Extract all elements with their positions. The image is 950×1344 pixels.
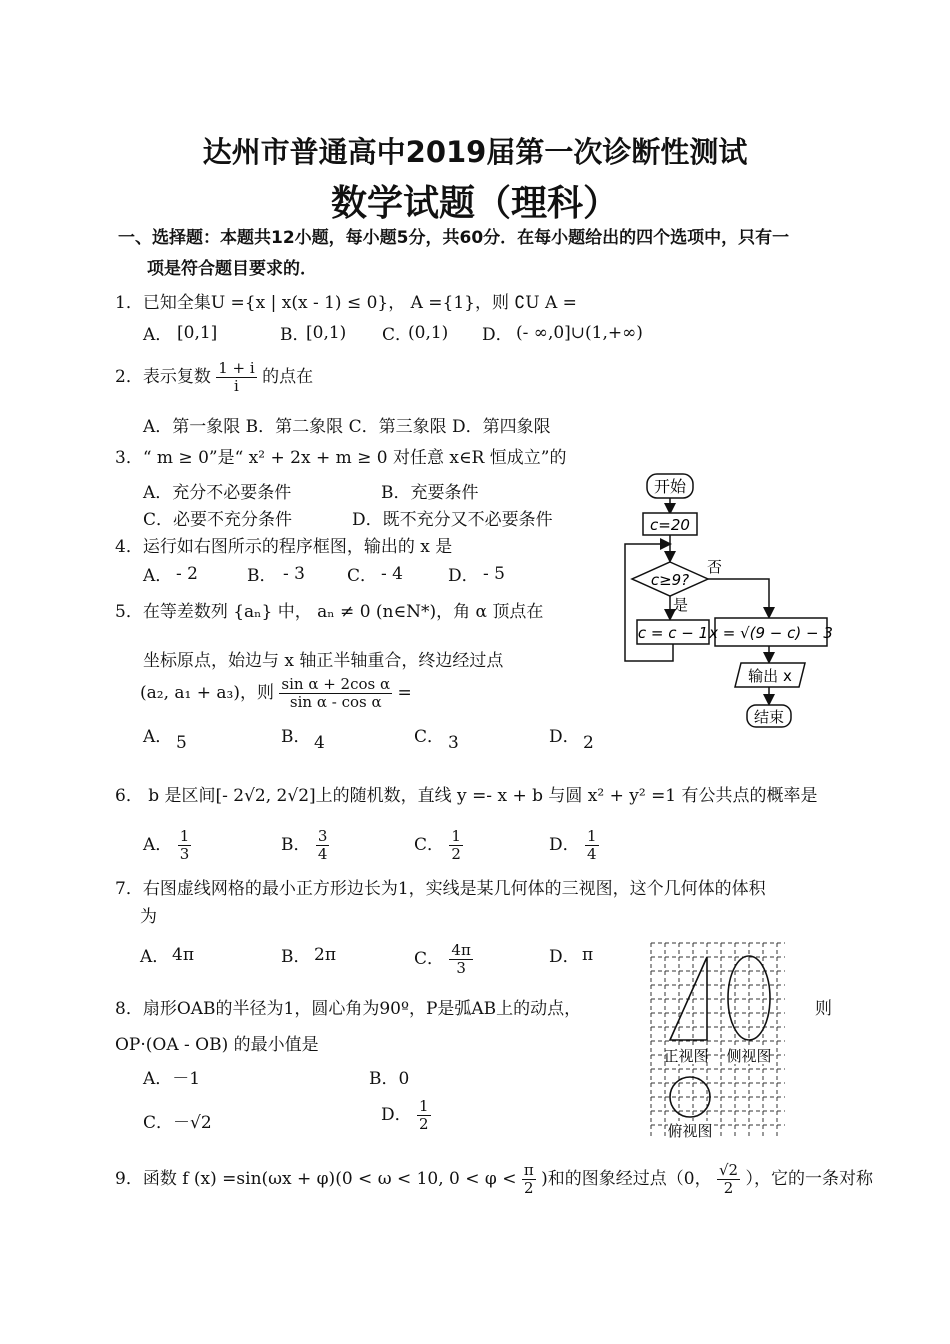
q6-c-fraction <box>449 828 463 863</box>
three-view-diagram <box>648 940 788 1140</box>
q8-line1: 8．扇形OAB的半径为1，圆心角为90º，P是弧AB上的动点， <box>115 999 582 1019</box>
q8-option-b: B．0 <box>369 1069 410 1089</box>
q8-line1-end: 则 <box>815 999 832 1019</box>
q2-options: A．第一象限 B．第二象限 C．第三象限 D．第四象限 <box>143 417 551 437</box>
q7-c-label: C． <box>414 949 445 969</box>
q2-numerator: 1 + i <box>218 359 255 377</box>
q5-c-value: 3 <box>448 733 459 753</box>
q2-prefix: 2．表示复数 <box>115 367 211 387</box>
q6-b-label: B． <box>281 835 311 855</box>
q2-fraction <box>216 360 256 395</box>
q4-a-label: A． <box>143 566 173 586</box>
q5-denominator: sin α - cos α <box>289 693 382 711</box>
q5-line1: 5．在等差数列 {aₙ} 中， aₙ ≠ 0 (n∈N*)，角 α 顶点在 <box>115 602 544 622</box>
q5-numerator: sin α + 2cos α <box>281 675 391 693</box>
q7-a-label: A． <box>140 947 170 967</box>
q3-option-b: B．充要条件 <box>381 483 479 503</box>
q6-d-fraction <box>585 828 599 863</box>
q6-b-fraction <box>316 828 330 863</box>
q8-option-c: C．－√2 <box>143 1113 212 1133</box>
q9-stem <box>115 1162 873 1197</box>
q8-option-d <box>381 1098 431 1133</box>
flowchart <box>615 468 855 730</box>
flow-yes-label: 是 <box>673 596 689 614</box>
q7-d-value: π <box>582 945 594 965</box>
q7-b-label: B． <box>281 947 311 967</box>
q4-stem: 4．运行如右图所示的程序框图，输出的 x 是 <box>115 537 453 557</box>
q9-pt-den: 2 <box>723 1179 734 1197</box>
q6-c-num: 1 <box>451 827 461 845</box>
q4-b-value: - 3 <box>283 564 305 584</box>
q9-point-fraction <box>717 1162 740 1197</box>
q2-denominator: i <box>234 377 239 395</box>
q5-b-value: 4 <box>314 733 325 753</box>
q5-line2: 坐标原点，始边与 x 轴正半轴重合，终边经过点 <box>143 651 504 671</box>
q9-prefix: 9．函数 f (x) =sin(ωx + φ)(0 < ω < 10, 0 < φ < <box>115 1169 517 1189</box>
q5-fraction <box>279 676 392 711</box>
q8-option-a: A．－1 <box>143 1069 201 1089</box>
q6-stem: 6． b 是区间[- 2√2, 2√2]上的随机数，直线 y =- x + b 与圆 x² + y² =1 有公共点的概率是 <box>115 786 818 806</box>
q9-pi-num: π <box>523 1161 534 1179</box>
q7-line2: 为 <box>140 907 157 927</box>
q5-a-label: A． <box>143 727 173 747</box>
q4-d-label: D． <box>448 566 479 586</box>
q7-a-value: 4π <box>172 945 194 965</box>
q6-d-den: 4 <box>587 845 597 863</box>
q6-d-label: D． <box>549 835 580 855</box>
q4-c-label: C． <box>347 566 378 586</box>
top-view-label: 俯视图 <box>667 1122 713 1140</box>
q8-d-num: 1 <box>419 1097 429 1115</box>
flow-end-text: 结束 <box>753 708 785 726</box>
q6-a-den: 3 <box>179 845 190 863</box>
q6-option-d <box>549 828 599 863</box>
q3-stem: 3．“ m ≥ 0”是“ x² + 2x + m ≥ 0 对任意 x∈R 恒成立”的 <box>115 448 567 468</box>
q4-b-label: B． <box>247 566 277 586</box>
q8-d-fraction <box>417 1098 431 1133</box>
side-view-label: 侧视图 <box>726 1047 772 1065</box>
q1-a-label: A． <box>143 325 173 345</box>
flow-step-text: c = c − 1 <box>637 624 709 642</box>
q8-line2: OP·(OA - OB) 的最小值是 <box>115 1035 319 1055</box>
q7-b-value: 2π <box>314 945 336 965</box>
q7-option-c <box>414 942 473 977</box>
q5-a-value: 5 <box>176 733 187 753</box>
q3-option-d: D．既不充分又不必要条件 <box>352 510 553 530</box>
q7-c-den: 3 <box>456 959 466 977</box>
q7-c-fraction <box>449 942 472 977</box>
q1-b-value: [0,1) <box>306 323 347 343</box>
q4-a-value: - 2 <box>176 564 198 584</box>
flow-calc-text: x = √(9 − c) − 3 <box>709 624 833 642</box>
q1-a-value: [0,1] <box>177 323 218 343</box>
section-heading-line2: 项是符合题目要求的． <box>147 259 317 279</box>
q8-d-label: D． <box>381 1105 412 1125</box>
q5-c-label: C． <box>414 727 445 747</box>
exam-title: 达州市普通高中2019届第一次诊断性测试 <box>202 135 748 169</box>
q3-option-c: C．必要不充分条件 <box>143 510 293 530</box>
q6-d-num: 1 <box>587 827 597 845</box>
q1-b-label: B． <box>280 325 310 345</box>
q5-line3 <box>140 676 412 711</box>
q6-b-num: 3 <box>317 827 328 845</box>
q1-d-value: (- ∞,0]∪(1,+∞) <box>516 323 643 343</box>
q6-b-den: 4 <box>317 845 328 863</box>
q1-c-value: (0,1) <box>408 323 449 343</box>
q4-d-value: - 5 <box>483 564 505 584</box>
q6-a-label: A． <box>143 835 173 855</box>
q6-a-num: 1 <box>179 827 190 845</box>
q9-suffix: ），它的一条对称 <box>745 1169 874 1189</box>
q6-c-den: 2 <box>451 845 461 863</box>
q7-line1: 7．右图虚线网格的最小正方形边长为1，实线是某几何体的三视图，这个几何体的体积 <box>115 879 766 899</box>
q5-b-label: B． <box>281 727 311 747</box>
q6-option-b <box>281 828 329 863</box>
front-view-label: 正视图 <box>663 1047 709 1065</box>
q2-suffix: 的点在 <box>262 367 314 387</box>
flow-decision-text: c≥9? <box>650 571 690 589</box>
q5-d-value: 2 <box>583 733 594 753</box>
flow-no-label: 否 <box>707 558 723 576</box>
flow-start-text: 开始 <box>653 477 687 496</box>
q4-c-value: - 4 <box>381 564 403 584</box>
q5-d-label: D． <box>549 727 580 747</box>
q6-c-label: C． <box>414 835 445 855</box>
q8-d-den: 2 <box>419 1115 429 1133</box>
q5-point: (a₂, a₁ + a₃)，则 <box>140 683 274 703</box>
q9-pi-fraction <box>522 1162 536 1197</box>
section-heading-line1: 一、选择题：本题共12小题，每小题5分，共60分．在每小题给出的四个选项中，只有一 <box>118 228 790 248</box>
q2-stem <box>115 360 313 395</box>
q9-pi-den: 2 <box>524 1179 534 1197</box>
q9-mid: )和的图象经过点（0， <box>541 1169 712 1189</box>
flow-output-text: 输出 x <box>748 667 792 685</box>
q5-equals: = <box>397 683 412 703</box>
q7-c-num: 4π <box>451 941 471 959</box>
flow-init-text: c=20 <box>650 516 690 534</box>
q6-option-c <box>414 828 463 863</box>
q1-c-label: C． <box>382 325 413 345</box>
q7-d-label: D． <box>549 947 580 967</box>
exam-subtitle: 数学试题（理科） <box>330 183 619 224</box>
q1-d-label: D． <box>482 325 513 345</box>
q6-option-a <box>143 828 191 863</box>
q3-option-a: A．充分不必要条件 <box>143 483 292 503</box>
q9-pt-num: √2 <box>719 1161 739 1179</box>
q1-stem: 1．已知全集U ={x | x(x - 1) ≤ 0}， A ={1}，则 ∁U A = <box>115 293 577 313</box>
q6-a-fraction <box>178 828 192 863</box>
